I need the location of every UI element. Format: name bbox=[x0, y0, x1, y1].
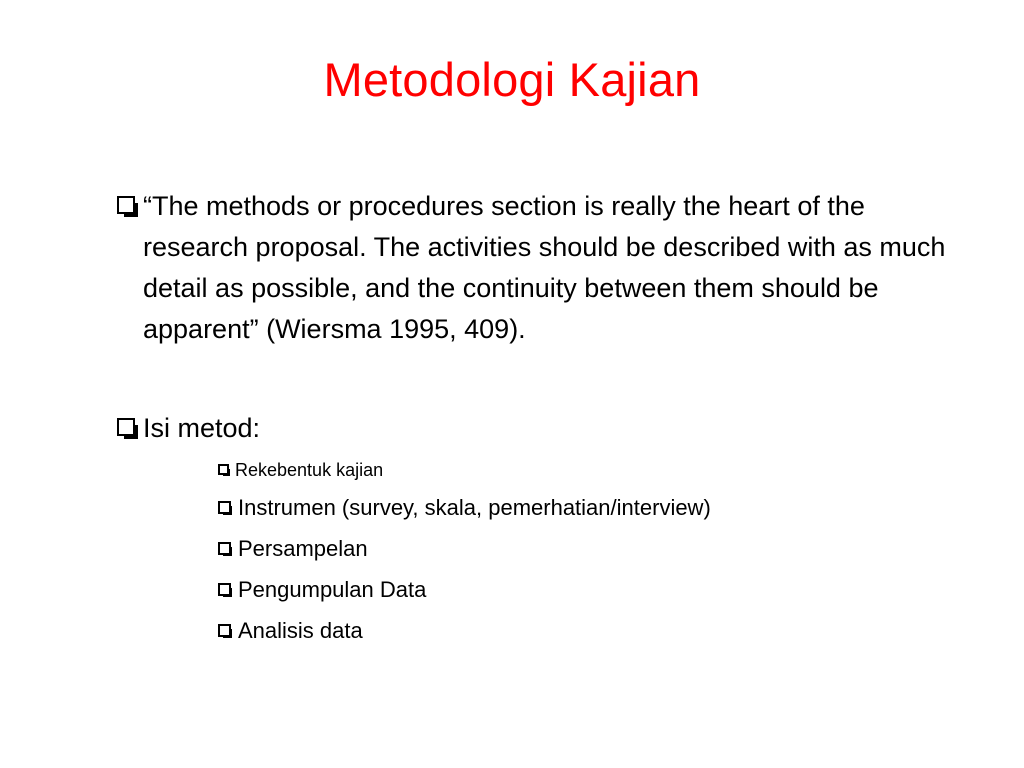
hollow-square-bullet-icon bbox=[218, 542, 231, 555]
sub-bullet-text: Persampelan bbox=[238, 536, 368, 561]
sub-bullet-text: Pengumpulan Data bbox=[238, 577, 427, 602]
sub-bullet-text: Analisis data bbox=[238, 618, 363, 643]
bullet-text: Isi metod: bbox=[143, 413, 261, 443]
sub-bullet-item bbox=[218, 456, 383, 484]
sub-bullet-item bbox=[218, 617, 363, 645]
hollow-square-bullet-icon bbox=[218, 624, 231, 637]
hollow-square-bullet-icon bbox=[218, 501, 231, 514]
hollow-square-bullet-icon bbox=[117, 418, 135, 436]
slide-title: Metodologi Kajian bbox=[323, 53, 701, 106]
sub-bullet-item bbox=[218, 535, 368, 563]
sub-bullet-text: Rekebentuk kajian bbox=[235, 460, 384, 480]
hollow-square-bullet-icon bbox=[117, 196, 135, 214]
bullet-text: “The methods or procedures section is really the heart of the research proposal. The activities should be described with as much detail as possible, and the continuity between them should be apparent” (Wiersma 1995, 409). bbox=[143, 191, 946, 344]
bullet-item-quote bbox=[117, 186, 963, 350]
sub-bullet-item bbox=[218, 494, 711, 522]
hollow-square-bullet-icon bbox=[218, 464, 229, 475]
bullet-item-isi-metod bbox=[117, 408, 963, 449]
hollow-square-bullet-icon bbox=[218, 583, 231, 596]
sub-bullet-item bbox=[218, 576, 426, 604]
sub-bullet-text: Instrumen (survey, skala, pemerhatian/interview) bbox=[238, 495, 711, 520]
